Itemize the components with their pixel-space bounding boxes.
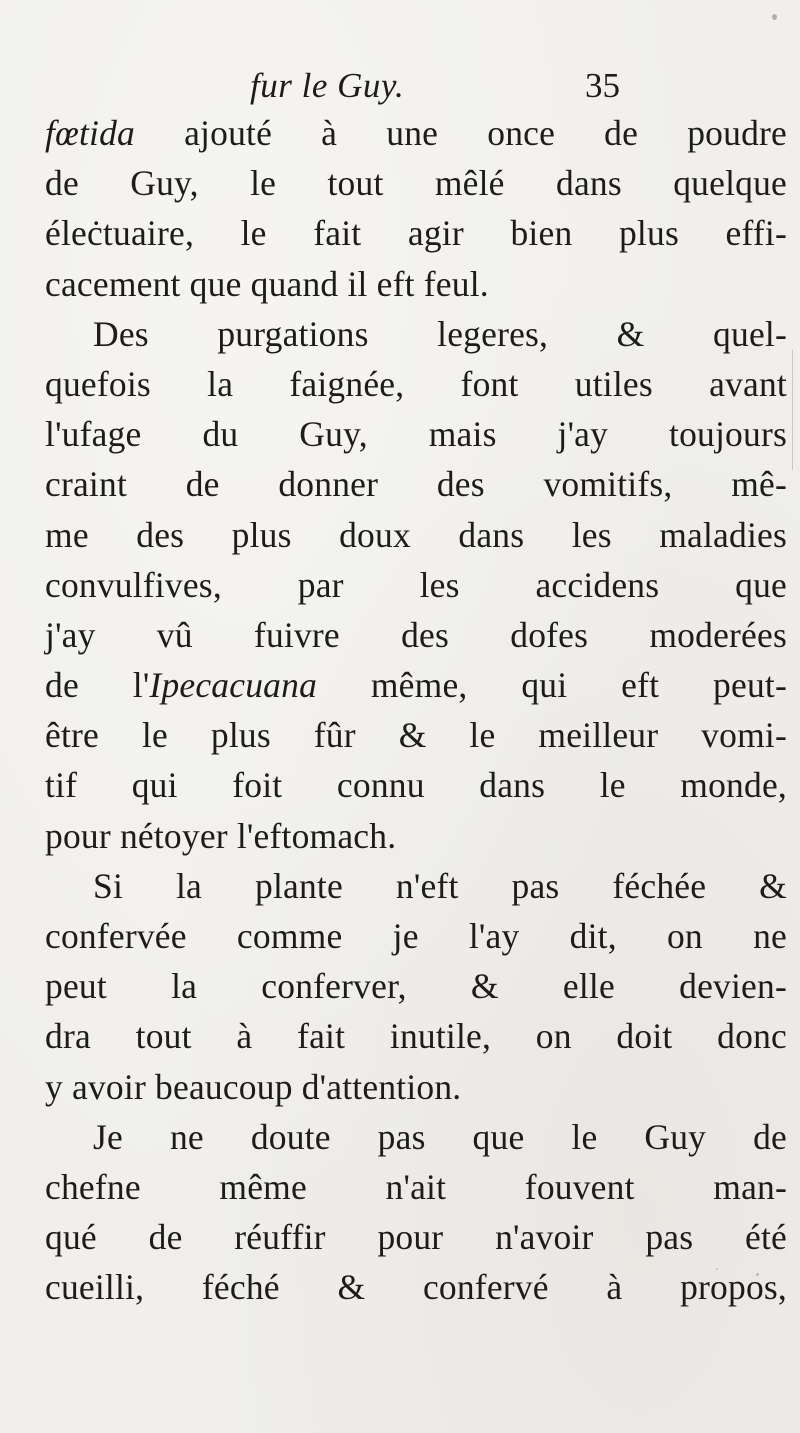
text-line-20: y avoir beaucoup d'attention.	[45, 1066, 462, 1107]
text-line-2: de Guy, le tout mêlé dans quelque	[45, 163, 787, 204]
page-header	[250, 66, 620, 110]
text-line-7: l'ufage du Guy, mais j'ay toujours	[45, 414, 787, 455]
italic-term: fœtida	[45, 113, 135, 153]
text-line-23: qué de réuffir pour n'avoir pas été	[45, 1217, 787, 1258]
text-line-6: quefois la faignée, font utiles avant	[45, 363, 787, 404]
paper-spot	[772, 14, 777, 20]
text-line-16: Si la plante n'eft pas féchée &	[93, 865, 787, 906]
text-line-1: fœtida ajouté à une once de poudre	[45, 113, 787, 153]
paper-spot	[756, 1273, 759, 1276]
text-line-12: de l'Ipecacuana même, qui eft peut-	[45, 665, 787, 706]
text-line-14: tif qui foit connu dans le monde,	[45, 765, 787, 806]
running-title: fur le Guy.	[250, 66, 405, 105]
text-line-22: chefne même n'ait fouvent man-	[45, 1166, 787, 1207]
text-line-11: j'ay vû fuivre des dofes moderées	[45, 614, 787, 655]
text-line-10: convulfives, par les accidens que	[45, 564, 787, 605]
text-line-4: cacement que quand il eft feul.	[45, 263, 489, 304]
text-line-18: peut la conferver, & elle devien-	[45, 966, 787, 1007]
italic-term: Ipecacuana	[149, 665, 318, 706]
text-line-19: dra tout à fait inutile, on doit donc	[45, 1016, 787, 1057]
text-line-3: éleċtuaire, le fait agir bien plus effi-	[45, 213, 787, 254]
text-line-21: Je ne doute pas que le Guy de	[93, 1116, 787, 1157]
text-line-24: cueilli, féché & confervé à propos,	[45, 1267, 787, 1308]
text-line-9: me des plus doux dans les maladies	[45, 514, 787, 555]
page-number: 35	[585, 66, 620, 105]
body-text	[45, 108, 787, 1313]
text-line-15: pour nétoyer l'eftomach.	[45, 815, 397, 856]
text-line-5: Des purgations legeres, & quel-	[93, 313, 787, 354]
text-line-13: être le plus fûr & le meilleur vomi-	[45, 715, 787, 756]
paper-crease	[792, 350, 793, 470]
text-line-17: confervée comme je l'ay dit, on ne	[45, 916, 787, 956]
paper-spot	[716, 1268, 718, 1270]
text-line-8: craint de donner des vomitifs, mê-	[45, 464, 787, 505]
